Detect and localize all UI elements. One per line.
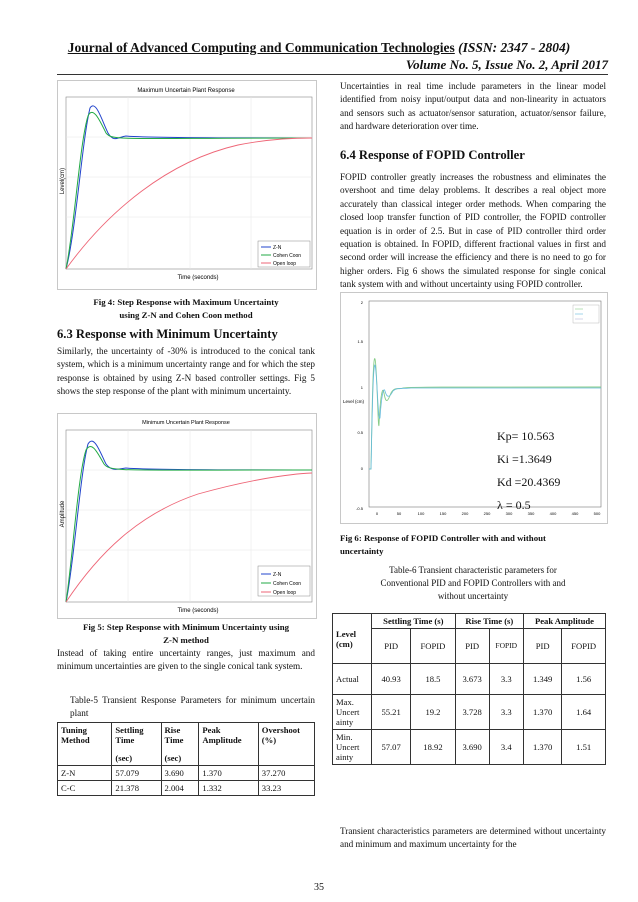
table6-cell: 3.690	[455, 730, 489, 765]
table6-caption-line3: without uncertainty	[437, 591, 509, 601]
table5-header-cell: Peak Amplitude	[199, 723, 258, 766]
fig4-legend-open: Open loop	[273, 261, 297, 267]
fig6-xtick: 150	[439, 511, 447, 516]
table5-header-unit: (sec)	[164, 753, 182, 763]
table6-header-peak: Peak Amplitude	[523, 614, 605, 629]
table6-header-settling: Settling Time (s)	[372, 614, 456, 629]
fig5-legend-cc: Cohen Coon	[273, 581, 302, 587]
table6-cell: 57.07	[372, 730, 411, 765]
fig6-param-kp: Kp= 10.563	[497, 429, 555, 443]
table5-header-cell: Tuning Method	[58, 723, 112, 766]
table5-header-label: Rise Time	[164, 725, 184, 745]
table6-subheader: FOPID	[562, 629, 606, 664]
table6-cell: 3.4	[489, 730, 523, 765]
table6-header-rise: Rise Time (s)	[455, 614, 523, 629]
table6-cell: 19.2	[411, 695, 455, 730]
table-row	[333, 730, 606, 765]
fig5-xlabel: Time (seconds)	[177, 608, 219, 614]
table5-header-unit: (sec)	[115, 753, 133, 763]
table6-cell: 1.51	[562, 730, 606, 765]
fig4-legend-cc: Cohen Coon	[273, 253, 302, 259]
table6-cell: 18.92	[411, 730, 455, 765]
table6-cell: 18.5	[411, 664, 455, 695]
table-row	[333, 664, 606, 695]
table6-caption-line2: Conventional PID and FOPID Controllers with and	[380, 578, 566, 588]
table5-cell: 1.332	[199, 781, 258, 796]
table6-cell: 3.728	[455, 695, 489, 730]
fig6-xtick: 0	[375, 511, 379, 516]
journal-name: Journal of Advanced Computing and Communication Technologies	[67, 40, 455, 55]
journal-issn: (ISSN: 2347 - 2804)	[458, 40, 571, 55]
section-6-3-title: 6.3 Response with Minimum Uncertainty	[57, 327, 278, 341]
table6-cell: 1.56	[562, 664, 606, 695]
fig4-caption	[57, 296, 315, 321]
fig6-ytick: -0.5	[356, 506, 363, 511]
fig4-xlabel: Time (seconds)	[177, 275, 219, 281]
fig6-ylabel: Level (cm)	[343, 399, 365, 404]
table5-cell: Z-N	[58, 766, 112, 781]
table6-cell: 1.370	[523, 730, 561, 765]
table6-cell: 55.21	[372, 695, 411, 730]
fig6-param-lambda: λ = 0.5	[497, 498, 531, 509]
table6-cell: 1.64	[562, 695, 606, 730]
fig6-xtick: 200	[461, 511, 469, 516]
fig5-title: Minimum Uncertain Plant Response	[142, 420, 230, 426]
fig6-xtick: 500	[593, 511, 601, 516]
fig6-ytick: 0	[360, 466, 363, 471]
uncertainty-intro-paragraph: Uncertainties in real time include parameters in the linear model identified from noisy input/output data and non-linearity in actuators and sensors such as actuator/sensor saturation, actuator/sensor failure, and hardware deterioration over time.	[340, 81, 606, 132]
section-6-4-paragraph: FOPID controller greatly increases the robustness and eliminates the overshoot and time delay problems. It describes a real object more accurately than classical integer order methods. When comparing the closed loop transfer function of PID controller, the FOPID controller equation is in order of 2.5. But in case of PID controller third order equation is obtained. In FOPID, different fractional values in first and second order will increase the efficiency and there is no need to go for higher orders. Fig 6 shows the simulated response for single conical tank system with and without uncertainty using FOPID controller.	[340, 172, 606, 290]
journal-header	[0, 40, 638, 56]
table6-subheader: PID	[455, 629, 489, 664]
table-row	[58, 766, 315, 781]
fig6-caption-line2: uncertainty	[340, 545, 384, 556]
table6-cell: 3.3	[489, 664, 523, 695]
fig6-caption-line1: Fig 6: Response of FOPID Controller with and without	[340, 533, 546, 543]
journal-volume: Volume No. 5, Issue No. 2, April 2017	[405, 57, 608, 72]
table6-subheader: PID	[372, 629, 411, 664]
table5-header-cell	[112, 723, 161, 766]
fig6-params	[497, 425, 560, 509]
fig6-xtick: 100	[417, 511, 425, 516]
uncertainty-paragraph: Instead of taking entire uncertainty ranges, just maximum and minimum uncertainties are given to the single conical tank system.	[57, 648, 315, 672]
fig5-ylabel: Amplitude	[60, 500, 66, 528]
table5-cell: 37.270	[258, 766, 314, 781]
table6-header-level: Level (cm)	[333, 614, 372, 664]
fig6-ytick: 1	[360, 385, 363, 390]
fig6-ytick: 0.5	[357, 430, 363, 435]
fig4-plot	[57, 80, 317, 290]
table5-header-label: Settling Time	[115, 725, 144, 745]
table5-header-cell: Overshoot (%)	[258, 723, 314, 766]
section-6-3-paragraph: Similarly, the uncertainty of -30% is introduced to the conical tank system, which is a minimum uncertainty range and for which the step response is obtained by using Z-N based controller settings. Fig 5 shows the step response of the plant with minimum uncertainty.	[57, 346, 315, 397]
table-row	[58, 781, 315, 796]
page-number: 35	[314, 882, 324, 893]
fig6-plot	[340, 292, 608, 524]
closing-paragraph: Transient characteristics parameters are determined without uncertainty and minimum and maximum uncertainty for the	[340, 826, 606, 850]
fig5-caption	[57, 621, 315, 646]
fig6-xtick: 350	[527, 511, 535, 516]
table6	[332, 613, 606, 765]
table6-caption-line1: Table-6 Transient characteristic parameters for	[389, 565, 557, 575]
fig4-legend-zn: Z-N	[273, 245, 282, 251]
table6-cell: Actual	[333, 664, 372, 695]
fig4-title: Maximum Uncertain Plant Response	[137, 88, 235, 94]
fig5-caption-line1: Fig 5: Step Response with Minimum Uncertainty using	[82, 622, 289, 632]
table6-subheader: PID	[523, 629, 561, 664]
section-6-4-title: 6.4 Response of FOPID Controller	[340, 148, 525, 162]
table6-header-row	[333, 614, 606, 629]
table5	[57, 722, 315, 796]
table6-cell: Max. Uncert ainty	[333, 695, 372, 730]
table5-header-cell	[161, 723, 199, 766]
fig6-xtick: 250	[483, 511, 491, 516]
fig6-param-kd: Kd =20.4369	[497, 475, 561, 489]
fig6-caption	[340, 532, 606, 557]
table5-cell: C-C	[58, 781, 112, 796]
table6-cell: 3.673	[455, 664, 489, 695]
table6-caption	[340, 564, 606, 603]
table6-cell: 1.370	[523, 695, 561, 730]
table-row	[333, 695, 606, 730]
fig6-xtick: 50	[396, 511, 402, 516]
fig4-ylabel: Level(cm)	[60, 167, 66, 195]
table6-cell: 40.93	[372, 664, 411, 695]
table5-cell: 1.370	[199, 766, 258, 781]
table6-cell: 1.349	[523, 664, 561, 695]
fig4-caption-line1: Fig 4: Step Response with Maximum Uncertainty	[93, 297, 279, 307]
table5-cell: 21.378	[112, 781, 161, 796]
fig6-param-ki: Ki =1.3649	[497, 452, 552, 466]
fig4-caption-line2: using Z-N and Cohen Coon method	[119, 309, 253, 320]
table5-header-row	[58, 723, 315, 766]
table5-cell: 2.004	[161, 781, 199, 796]
fig6-xtick: 400	[549, 511, 557, 516]
fig6-ytick: 1.5	[357, 339, 363, 344]
fig5-legend-open: Open loop	[273, 590, 297, 596]
fig6-ytick: 2	[360, 300, 363, 305]
fig5-plot	[57, 413, 317, 619]
table6-subheader-row	[333, 629, 606, 664]
table6-cell: 3.3	[489, 695, 523, 730]
table6-cell: Min. Uncert ainty	[333, 730, 372, 765]
fig5-caption-line2: Z-N method	[163, 634, 209, 645]
table5-cell: 33.23	[258, 781, 314, 796]
fig6-xtick: 300	[505, 511, 513, 516]
table5-cell: 3.690	[161, 766, 199, 781]
table6-subheader: FOPID	[489, 629, 523, 664]
fig5-legend-zn: Z-N	[273, 572, 282, 578]
table6-subheader: FOPID	[411, 629, 455, 664]
header-rule	[57, 74, 608, 75]
fig6-xtick: 450	[571, 511, 579, 516]
table5-cell: 57.079	[112, 766, 161, 781]
table5-caption: Table-5 Transient Response Parameters for minimum uncertain plant	[70, 695, 315, 719]
